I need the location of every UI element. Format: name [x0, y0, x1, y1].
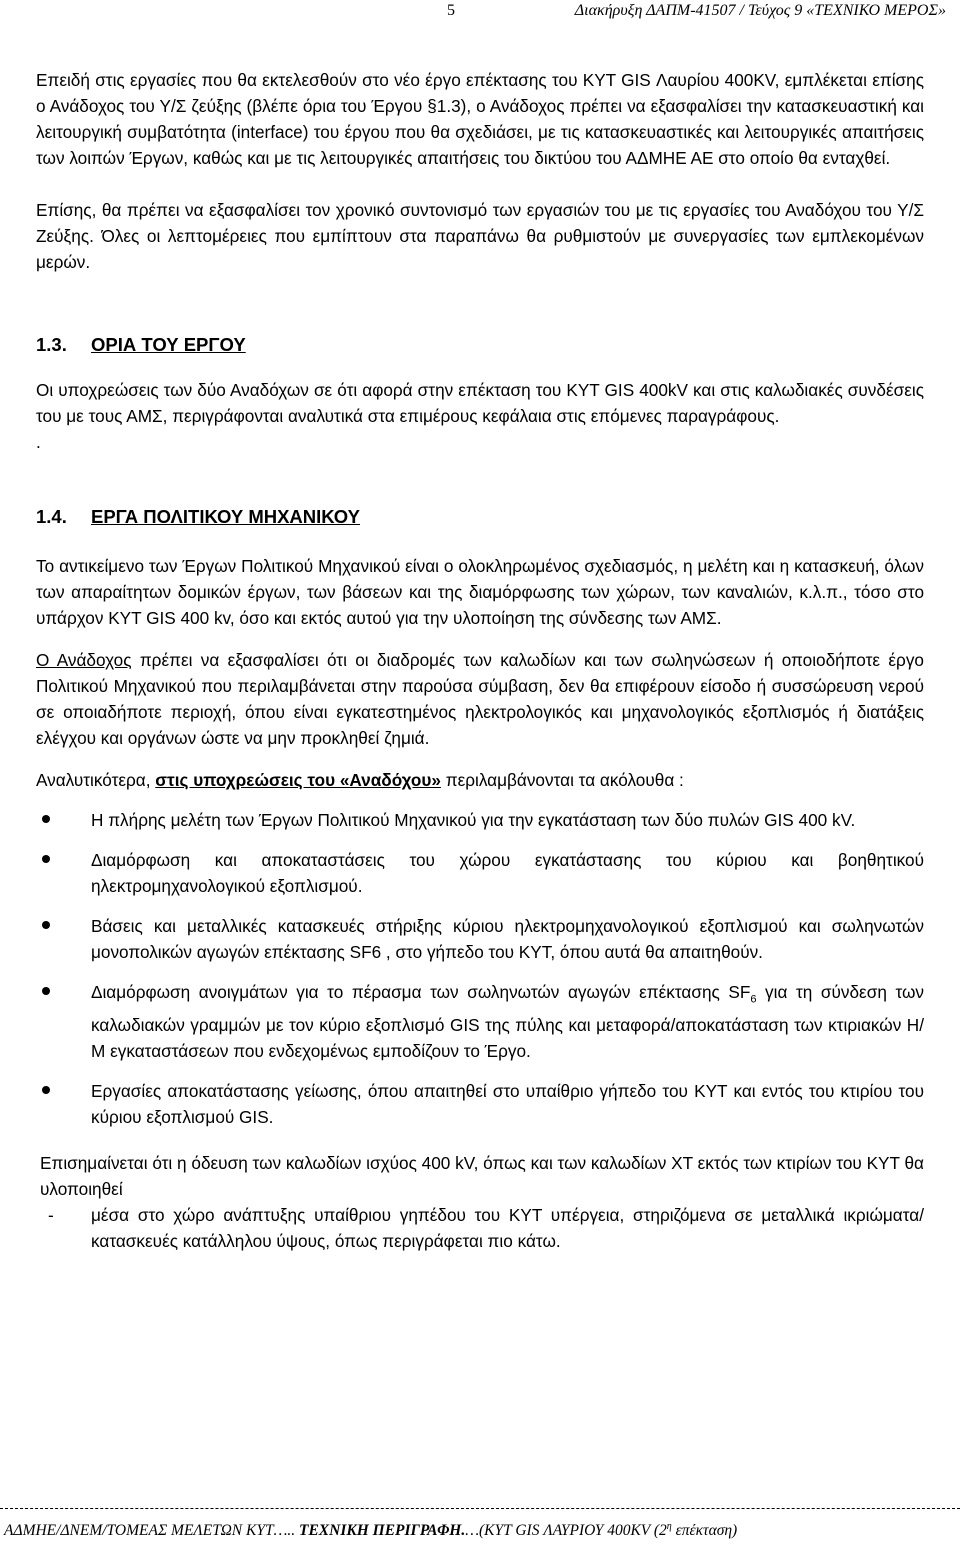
section-title: ΕΡΓΑ ΠΟΛΙΤΙΚΟΥ ΜΗΧΑΝΙΚΟΥ — [91, 506, 361, 527]
intro-paragraph-1: Επειδή στις εργασίες που θα εκτελεσθούν στο νέο έργο επέκτασης του ΚΥΤ GIS Λαυρίου 400KV, εμπλέκεται επίσης ο Ανάδοχος του Υ/Σ ζεύξης (βλέπε όρια του Έργου §1.3), ο Ανάδοχος πρέπει να εξασφαλίσει την κατασκευαστική και λειτουργική συμβατότητα (interface) του έργου που θα σχεδιάσει, με τις κατασκευαστικές και λειτουργικές απαιτήσεις των λοιπών Έργων, καθώς και με τις λειτουργικές απαιτήσεις του δικτύου του ΑΔΜΗΕ ΑΕ στο οποίο θα ενταχθεί. — [36, 70, 924, 168]
page-header — [0, 0, 960, 28]
obligations-list — [36, 807, 924, 1130]
bullet-icon — [42, 815, 50, 823]
section-1-4-paragraph-3: Αναλυτικότερα, στις υποχρεώσεις του «Αναδόχου» περιλαμβάνονται τα ακόλουθα : — [36, 770, 684, 790]
page-number: 5 — [447, 2, 455, 19]
section-1-4-paragraph-1: Το αντικείμενο των Έργων Πολιτικού Μηχανικού είναι ο ολοκληρωμένος σχεδιασμός, η μελέτη και η κατασκευή, όλων των απαραίτητων δομικών έργων, των βάσεων και της διαμόρφωσης των χώρων, των καναλιών, κ.λ.π., τόσο στο υπάρχον ΚΥΤ GIS 400 kv, όσο και εκτός αυτού για την υλοποίηση της σύνδεσης των ΑΜΣ. — [36, 556, 924, 628]
section-1-3-paragraph: Οι υποχρεώσεις των δύο Αναδόχων σε ότι αφορά στην επέκταση του ΚΥΤ GIS 400kV και στις καλωδιακές συνδέσεις του με τους ΑΜΣ, περιγράφονται αναλυτικά στα επιμέρους κεφάλαια στις επόμενες παραγράφους. — [36, 380, 924, 426]
bullet-icon — [42, 921, 50, 929]
dash-marker: - — [48, 1205, 54, 1226]
footer-separator — [0, 1508, 960, 1510]
list-item: Διαμόρφωση ανοιγμάτων για το πέρασμα των σωληνωτών αγωγών επέκτασης $SF_6$ για τη σύνδεση των καλωδιακών γραμμών με τον κύριο εξοπλισμό GIS της πύλης και μεταφορά/αποκατάσταση των κτιριακών Η/Μ εγκαταστάσεων που ενδεχομένως εμποδίζουν το Έργο. — [36, 979, 924, 1064]
section-heading-1-4 — [36, 503, 924, 531]
section-1-4-paragraph-2: Ο Ανάδοχος πρέπει να εξασφαλίσει ότι οι διαδρομές των καλωδίων και των σωληνώσεων ή οποιοδήποτε έργο Πολιτικού Μηχανικού που περιλαμβάνεται στην παρούσα σύμβαση, δεν θα επιφέρουν είσοδο ή συσσώρευση νερού σε οποιαδήποτε περιοχή, όπου είναι εγκατεστημένος ηλεκτρολογικός και μηχανολογικός εξοπλισμός ή διατάξεις ελέγχου και οργάνων ώστε να μην προκληθεί ζημιά. — [36, 650, 924, 748]
list-item: Διαμόρφωση και αποκαταστάσεις του χώρου εγκατάστασης του κύριου και βοηθητικού ηλεκτρομηχανολογικού εξοπλισμού. — [36, 847, 924, 899]
bullet-icon — [42, 855, 50, 863]
contractor-term: Ο Ανάδοχος — [36, 650, 132, 670]
bullet-icon — [42, 1086, 50, 1094]
section-heading-1-3 — [36, 331, 924, 359]
list-item: Η πλήρης μελέτη των Έργων Πολιτικού Μηχανικού για την εγκατάσταση των δύο πυλών GIS 400 kV. — [36, 807, 924, 833]
list-item: Βάσεις και μεταλλικές κατασκευές στήριξης κύριου ηλεκτρομηχανολογικού εξοπλισμού και σωληνωτών μονοπολικών αγωγών επέκτασης SF6 , στο γήπεδο του ΚΥΤ, όπου αυτά θα απαιτηθούν. — [36, 913, 924, 965]
intro-paragraph-2: Επίσης, θα πρέπει να εξασφαλίσει τον χρονικό συντονισμό των εργασιών του με τις εργασίες του Αναδόχου του Υ/Σ Ζεύξης. Όλες οι λεπτομέρειες που εμπίπτουν στα παραπάνω θα ρυθμιστούν με συνεργασίες των εμπλεκομένων μερών. — [36, 200, 924, 272]
section-number: 1.3. — [36, 334, 67, 355]
list-item: Εργασίες αποκατάστασης γείωσης, όπου απαιτηθεί στο υπαίθριο γήπεδο του ΚΥΤ και εντός του κτιρίου του κύριου εξοπλισμού GIS. — [36, 1078, 924, 1130]
page-footer: ΑΔΜΗΕ/ΔΝΕΜ/ΤΟΜΕΑΣ ΜΕΛΕΤΩΝ ΚΥΤ….. ΤΕΧΝΙΚΗ ΠΕΡΙΓΡΑΦΗ.…(ΚΥΤ GIS ΛΑΥΡΙΟΥ 400KV ($2^\eta$ επέκταση) — [4, 1521, 738, 1540]
stray-dot: . — [36, 432, 41, 452]
dash-list-item: - μέσα στο χώρο ανάπτυξης υπαίθριου γηπέδου του ΚΥΤ υπέργεια, στηριζόμενα σε μεταλλικά ικριώματα/κατασκευές κατάλληλου ύψους, όπως περιγράφεται πιο κάτω. — [36, 1202, 924, 1254]
section-title: ΟΡΙΑ ΤΟΥ ΕΡΓΟΥ — [91, 334, 246, 355]
page-content — [36, 67, 924, 1254]
section-1-4-paragraph-4: Επισημαίνεται ότι η όδευση των καλωδίων ισχύος 400 kV, όπως και των καλωδίων ΧΤ εκτός των κτιρίων του ΚΥΤ θα υλοποιηθεί — [40, 1153, 924, 1200]
bullet-icon — [42, 987, 50, 995]
obligations-term: στις υποχρεώσεις του «Αναδόχου» — [155, 770, 441, 790]
document-reference: Διακήρυξη ΔΑΠΜ-41507 / Τεύχος 9 «ΤΕΧΝΙΚΟ ΜΕΡΟΣ» — [574, 2, 946, 19]
section-number: 1.4. — [36, 506, 67, 527]
